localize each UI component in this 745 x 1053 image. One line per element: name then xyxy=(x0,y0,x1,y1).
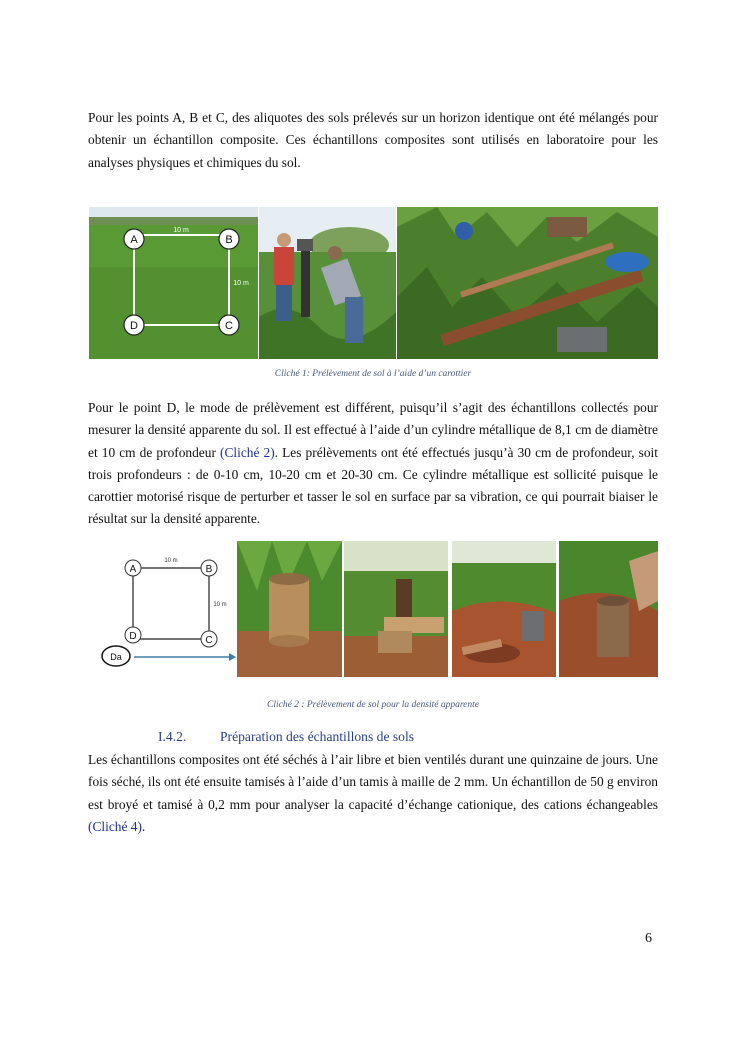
photo-corer-workers xyxy=(259,207,396,359)
paragraph-preparation-text2: . xyxy=(141,818,146,834)
scheme1-label-b: B xyxy=(225,234,233,246)
paragraph-preparation-text1: Les échantillons composites ont été séchés à l’air libre et bien ventilés durant une quinzaine de jours. Une fois séché, ils ont été ensuite tamisés à l’aide d’un tamis à maille de 2 mm. Un échantillon de 50 g environ est broyé et tamisé à 0,2 mm pour analyser la capacité d’échange cationique, des cations échangeables xyxy=(88,752,658,812)
paragraph-point-d-text1: Pour le point D, le mode de prélèvement est différent, puisqu’il s’agit des échantillons collectés pour mesurer la densité apparente du sol. Il est effectué à l’aide d’un cylindre métallique de 8,1 cm de diamètre et 10 cm de profondeur xyxy=(88,400,658,460)
photo-extracted-sample xyxy=(559,541,658,677)
section-number: I.4.2. xyxy=(158,729,187,744)
photo-cylinder xyxy=(237,541,342,677)
scheme1-width-label: 10 m xyxy=(173,227,189,234)
scheme2-label-b: B xyxy=(205,564,213,575)
paragraph-intro: Pour les points A, B et C, des aliquotes des sols prélevés sur un horizon identique ont été mélangés pour obtenir un échantillon composite. Ces échantillons composites sont utilisés en laboratoire pour les analyses physiques et chimiques du sol. xyxy=(88,110,658,170)
scheme2-da-label: Da xyxy=(110,652,122,662)
photo-hammer xyxy=(344,541,448,677)
scheme2-label-c: C xyxy=(205,635,213,646)
scheme1-label-d: D xyxy=(130,320,138,332)
paragraph-preparation xyxy=(88,749,658,838)
scheme1-height-label: 10 m xyxy=(233,280,249,287)
page-number: 6 xyxy=(645,931,652,946)
photo-field-scheme xyxy=(89,207,258,359)
cliche2-link[interactable]: (Cliché 2) xyxy=(220,444,275,460)
section-heading xyxy=(158,729,414,745)
figure1-caption: Cliché 1: Prélèvement de sol à l’aide d’un carottier xyxy=(274,369,472,379)
scheme2-label-a: A xyxy=(129,564,137,575)
section-title: Préparation des échantillons de sols xyxy=(220,729,415,744)
scheme2-width-label: 10 m xyxy=(164,558,178,564)
scheme1-label-a: A xyxy=(130,234,138,246)
paragraph-point-d-text2: . Les prélèvements ont été effectués jusqu’à 30 cm de profondeur, soit trois profondeurs : de 0-10 cm, 10-20 cm et 20-30 cm. Ce cylindre métallique est sollicité puisque le carottier motorisé risque de perturber et tasser le sol en surface par sa vibration, ce qui pourrait biaiser le résultat sur la densité apparente. xyxy=(88,444,658,527)
photo-soil-core xyxy=(397,207,658,359)
scheme2-label-d: D xyxy=(129,631,137,642)
photo-dug-hole xyxy=(452,541,556,677)
paragraph-point-d xyxy=(88,397,658,531)
scheme2-height-label: 10 m xyxy=(213,602,227,608)
scheme1-label-c: C xyxy=(225,320,233,332)
arrow-to-photos xyxy=(134,650,236,664)
cliche4-link[interactable]: (Cliché 4) xyxy=(88,818,142,834)
figure2-caption: Cliché 2 : Prélèvement de sol pour la densité apparente xyxy=(266,700,480,710)
